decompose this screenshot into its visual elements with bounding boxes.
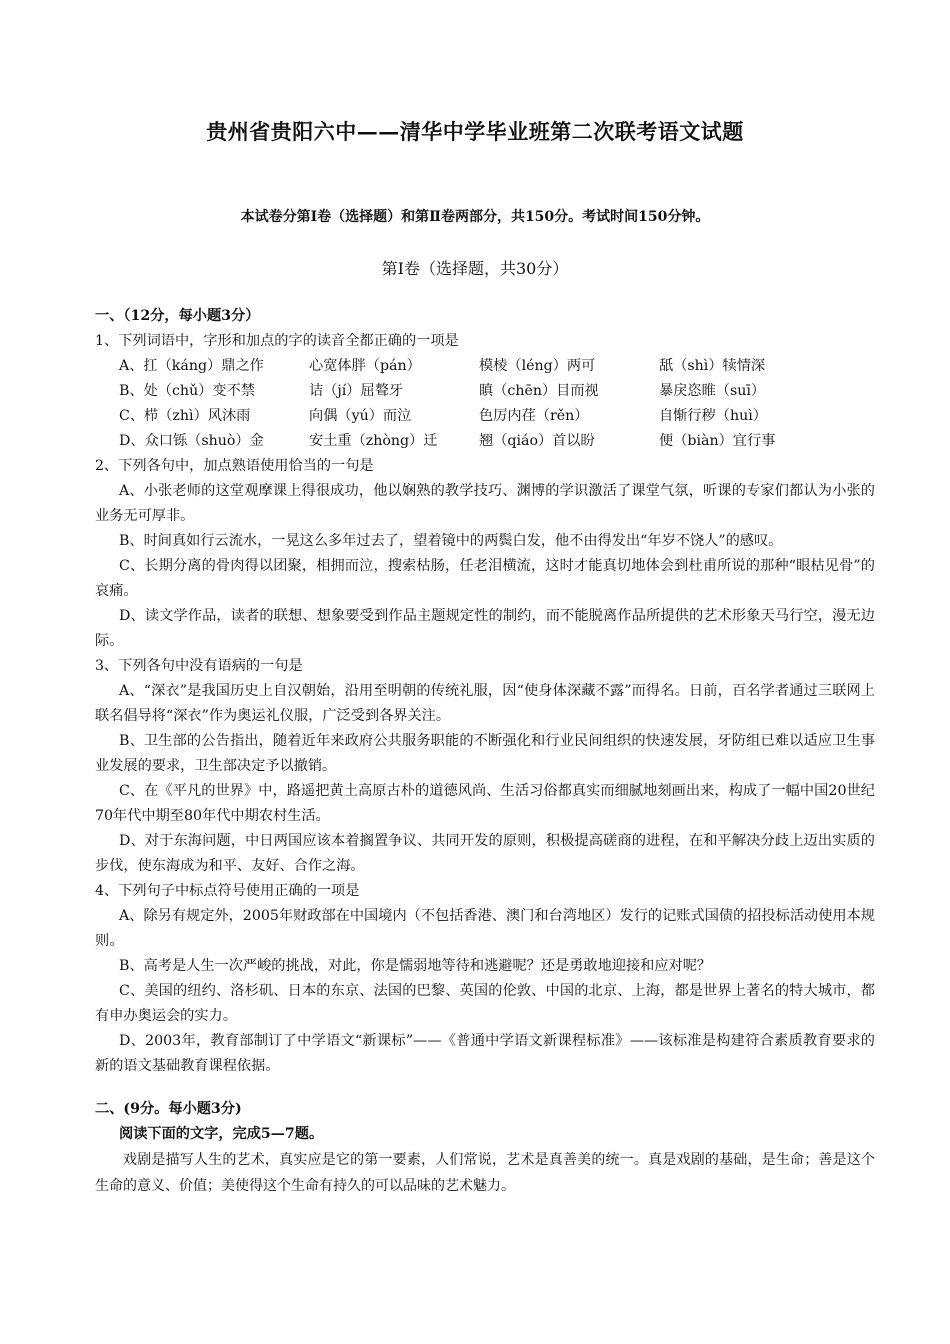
q1-c-4: 自惭行秽（huì） xyxy=(659,408,767,424)
q2-option-c: C、长期分离的骨肉得以团聚，相拥而泣，搜索枯肠，任老泪横流，这时才能真切地体会到杜甫所说的那种“眼枯见骨”的哀痛。 xyxy=(95,558,875,599)
q4-option-a: A、除另有规定外，2005年财政部在中国境内（不包括香港、澳门和台湾地区）发行的记账式国债的招投标活动使用本规则。 xyxy=(95,908,875,949)
q4-option-c: C、美国的纽约、洛杉矶、日本的东京、法国的巴黎、英国的伦敦、中国的北京、上海，都是世界上著名的特大城市，都有申办奥运会的实力。 xyxy=(95,983,875,1024)
section2-heading: 二、(9分。每小题3分) xyxy=(95,1101,242,1117)
q1-d-3: 翘（qiáo）首以盼 xyxy=(479,433,595,449)
q3-option-a: A、“深衣”是我国历史上自汉朝始，沿用至明朝的传统礼服，因“使身体深藏不露”而得名。日前，百名学者通过三联网上联名倡导将“深衣”作为奥运礼仪服，广泛受到各界关注。 xyxy=(95,683,875,724)
q4-option-b: B、高考是人生一次严峻的挑战，对此，你是懦弱地等待和逃避呢？还是勇敢地迎接和应对呢？ xyxy=(119,958,712,974)
q2-option-d: D、读文学作品，读者的联想、想象要受到作品主题规定性的制约，而不能脱离作品所提供的艺术形象天马行空，漫无边际。 xyxy=(95,608,875,649)
q1-option-c xyxy=(95,404,875,429)
q2-option-a: A、小张老师的这堂观摩课上得很成功，他以娴熟的教学技巧、渊博的学识激活了课堂气氛，听课的专家们都认为小张的业务无可厚非。 xyxy=(95,483,875,524)
q1-a-1: A、扛（káng）鼎之作 xyxy=(119,358,264,374)
q3-option-d: D、对于东海问题，中日两国应该本着搁置争议、共同开发的原则，积极提高磋商的进程，在和平解决分歧上迈出实质的步伐，使东海成为和平、友好、合作之海。 xyxy=(95,833,875,874)
page-title: 贵州省贵阳六中——清华中学毕业班第二次联考语文试题 xyxy=(206,119,744,144)
section1-heading: 一、（12分，每小题3分） xyxy=(95,308,260,324)
reading-passage: 戏剧是描写人生的艺术，真实应是它的第一要素，人们常说，艺术是真善美的统一。真是戏剧的基础，是生命；善是这个生命的意义、价值；美使得这个生命有持久的可以品味的艺术魅力。 xyxy=(95,1152,875,1194)
q1-a-2: 心宽体胖（pán） xyxy=(309,358,421,374)
q1-b-4: 暴戾恣睢（suī） xyxy=(659,383,766,399)
q1-a-4: 舐（shì）犊情深 xyxy=(659,358,766,374)
q1-b-3: 瞋（chēn）目而视 xyxy=(479,383,599,399)
q1-b-2: 诘（jí）屈聱牙 xyxy=(309,383,404,399)
q1-stem: 1、下列词语中，字形和加点的字的读音全都正确的一项是 xyxy=(95,333,459,349)
q1-d-4: 便（biàn）宜行事 xyxy=(659,433,776,449)
q2-stem: 2、下列各句中，加点熟语使用恰当的一句是 xyxy=(95,458,374,474)
part1-title: 第Ⅰ卷（选择题，共30分） xyxy=(381,259,569,278)
exam-intro: 本试卷分第Ⅰ卷（选择题）和第Ⅱ卷两部分，共150分。考试时间150分钟。 xyxy=(240,209,710,225)
q1-d-2: 安土重（zhòng）迁 xyxy=(309,433,438,449)
q3-option-c: C、在《平凡的世界》中，路遥把黄土高原古朴的道德风尚、生活习俗都真实而细腻地刻画出来，构成了一幅中国20世纪70年代中期至80年代中期农村生活。 xyxy=(95,783,875,824)
q1-a-3: 模棱（léng）两可 xyxy=(479,358,596,374)
q1-d-1: D、众口铄（shuò）金 xyxy=(119,433,264,449)
exam-content xyxy=(95,304,875,1199)
q3-option-b: B、卫生部的公告指出，随着近年来政府公共服务职能的不断强化和行业民间组织的快速发展，牙防组已难以适应卫生事业发展的要求，卫生部决定予以撤销。 xyxy=(95,733,875,774)
section2-instruction: 阅读下面的文字，完成5—7题。 xyxy=(119,1126,324,1142)
q1-c-3: 色厉内荏（rěn） xyxy=(479,408,589,424)
q1-c-1: C、栉（zhì）风沐雨 xyxy=(119,408,251,424)
q1-c-2: 向偶（yú）而泣 xyxy=(309,408,412,424)
q4-option-d: D、2003年，教育部制订了中学语文“新课标”——《普通中学语文新课程标准》——该标准是构建符合素质教育要求的新的语文基础教育课程依据。 xyxy=(95,1033,875,1074)
q4-stem: 4、下列句子中标点符号使用正确的一项是 xyxy=(95,883,360,899)
q1-option-a xyxy=(95,354,875,379)
q1-b-1: B、处（chǔ）变不禁 xyxy=(119,383,255,399)
q3-stem: 3、下列各句中没有语病的一句是 xyxy=(95,658,303,674)
q1-option-d xyxy=(95,429,875,454)
q1-option-b xyxy=(95,379,875,404)
q2-option-b: B、时间真如行云流水，一晃这么多年过去了，望着镜中的两鬓白发，他不由得发出“年岁不饶人”的感叹。 xyxy=(119,533,783,549)
